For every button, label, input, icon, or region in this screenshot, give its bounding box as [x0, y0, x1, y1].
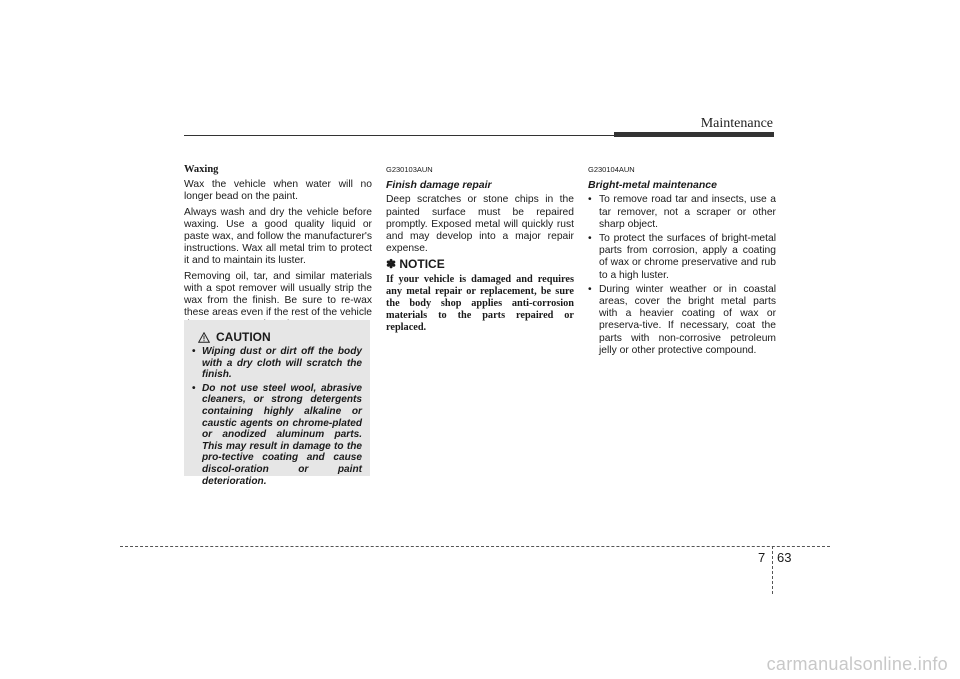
column-bright-metal — [588, 164, 776, 359]
header-rule — [184, 135, 614, 136]
section-code: G230103AUN — [386, 165, 433, 174]
bright-metal-heading: Bright-metal maintenance — [588, 179, 717, 192]
bright-metal-list — [588, 194, 776, 357]
header-rule-accent — [614, 132, 774, 137]
caution-title: CAUTION — [216, 330, 271, 344]
notice-title: ✽ NOTICE — [386, 257, 445, 272]
bright-metal-item: • To protect the surfaces of bright-metal parts from corrosion, apply a coating of wax or chrome preservative and rub to a high luster. — [599, 233, 776, 282]
caution-list — [184, 346, 370, 487]
waxing-paragraph: Wax the vehicle when water will no longer bead on the paint. — [184, 179, 372, 203]
caution-item: • Wiping dust or dirt off the body with a dry cloth will scratch the finish. — [202, 346, 362, 381]
chapter-number: 7 — [758, 550, 766, 565]
waxing-paragraph: Removing oil, tar, and similar materials with a spot remover will usually strip the wax from the finish. Be sure to re-wax these areas even if the rest of the vehicle — [184, 270, 372, 319]
footer-rule — [120, 546, 830, 547]
caution-item: • Do not use steel wool, abrasive cleaners, or strong detergents containing highly alkaline or caustic agents on chrome-plated or anodized aluminum parts. This may result in damage to the pro-tective coating and cause discol-oration or paint deterioration. — [202, 383, 362, 487]
waxing-heading: Waxing — [184, 164, 219, 175]
column-waxing — [184, 164, 372, 335]
bright-metal-item: • To remove road tar and insects, use a tar remover, not a scraper or other sharp object. — [599, 194, 776, 231]
warning-triangle-icon — [198, 332, 210, 343]
caution-header — [198, 330, 370, 344]
footer-divider — [772, 546, 773, 594]
section-title: Maintenance — [700, 116, 773, 131]
watermark: carmanualsonline.info — [766, 654, 948, 674]
notice-body: If your vehicle is damaged and requires any metal repair or replacement, be sure the body shop applies anti-corrosion materials to the parts repaired or replaced. — [386, 273, 574, 334]
bright-metal-item: • During winter weather or in coastal areas, cover the bright metal parts with a heavier coating of wax or preserva-tive. If necessary, coat the parts with non-corrosive petroleum jelly or other protective compound. — [599, 284, 776, 357]
page-number: 63 — [777, 550, 792, 565]
waxing-paragraph: Always wash and dry the vehicle before waxing. Use a good quality liquid or paste wax, and follow the manufacturer's instructions. Wax all metal trim to protect it and to maintain its luster. — [184, 206, 372, 267]
caution-box — [184, 320, 370, 487]
section-code: G230104AUN — [588, 165, 635, 174]
finish-damage-paragraph: Deep scratches or stone chips in the painted surface must be repaired promptly. Exposed metal will quickly rust and may develop into a major repair expense. — [386, 194, 574, 255]
finish-damage-heading: Finish damage repair — [386, 179, 492, 192]
column-finish-damage — [386, 164, 574, 338]
